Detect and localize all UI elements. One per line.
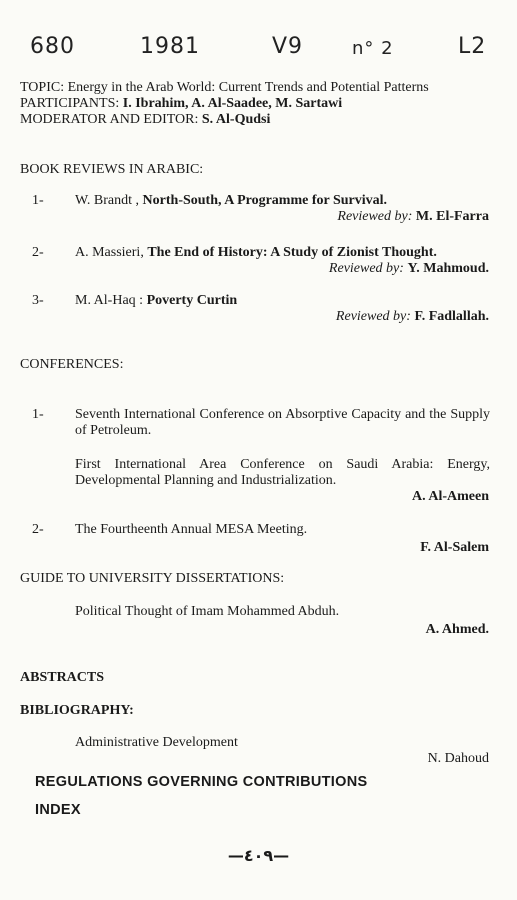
dissertations-heading: GUIDE TO UNIVERSITY DISSERTATIONS: <box>20 571 285 586</box>
moderator-label: MODERATOR AND EDITOR: <box>20 112 202 127</box>
reviewer-name: Y. Mahmoud. <box>407 261 489 276</box>
review-author: W. Brandt , <box>75 193 143 208</box>
conference-title: First International Area Conference on Saudi Arabia: Energy, Developmental Planning and Industrialization. <box>75 457 490 488</box>
book-reviews-heading: BOOK REVIEWS IN ARABIC: <box>20 162 204 177</box>
conference-author: F. Al-Salem <box>420 540 489 555</box>
item-number: 2- <box>32 245 44 260</box>
bibliography-heading: BIBLIOGRAPHY: <box>20 703 134 718</box>
dissertation-author: A. Ahmed. <box>425 622 489 637</box>
conference-title: Seventh International Conference on Absorptive Capacity and the Supply of Petroleum. <box>75 407 490 438</box>
participants-line <box>20 96 342 112</box>
page-number: —٤٠٩— <box>227 846 290 865</box>
reviewed-by-label: Reviewed by: <box>335 309 411 324</box>
conference-author: A. Al-Ameen <box>412 489 489 504</box>
regulations-heading: REGULATIONS GOVERNING CONTRIBUTIONS <box>35 774 368 790</box>
reviewer-name: F. Fadlallah. <box>414 309 489 324</box>
topic-line: TOPIC: Energy in the Arab World: Current Trends and Potential Patterns <box>20 80 429 95</box>
handwritten-note-5: L2 <box>458 34 487 59</box>
reviewed-by-label: Reviewed by: <box>337 209 413 224</box>
review-title: The End of History: A Study of Zionist Thought. <box>147 245 437 260</box>
review-entry <box>75 245 490 261</box>
handwritten-note-4: n° 2 <box>352 38 394 59</box>
participants-label: PARTICIPANTS: <box>20 96 123 111</box>
conferences-heading: CONFERENCES: <box>20 357 124 372</box>
conference-title: The Fourtheenth Annual MESA Meeting. <box>75 522 308 537</box>
participants-names: I. Ibrahim, A. Al-Saadee, M. Sartawi <box>122 96 343 111</box>
conference-item <box>0 407 517 447</box>
moderator-name: S. Al-Qudsi <box>201 112 271 127</box>
dissertation-title: Political Thought of Imam Mohammed Abduh. <box>75 604 340 619</box>
item-number: 1- <box>32 193 44 208</box>
handwritten-note-3: V9 <box>272 34 304 59</box>
reviewer-name: M. El-Farra <box>415 209 489 224</box>
review-author: A. Massieri, <box>75 245 148 260</box>
item-number: 3- <box>32 293 44 308</box>
item-number: 1- <box>32 407 44 422</box>
abstracts-heading: ABSTRACTS <box>20 670 105 685</box>
review-entry <box>75 293 490 309</box>
reviewed-by-label: Reviewed by: <box>328 261 404 276</box>
review-title: North-South, A Programme for Survival. <box>142 193 388 208</box>
bibliography-author: N. Dahoud <box>427 751 489 766</box>
review-title: Poverty Curtin <box>146 293 238 308</box>
moderator-line <box>20 112 270 128</box>
item-number: 2- <box>32 522 44 537</box>
bibliography-title: Administrative Development <box>75 735 238 750</box>
review-entry <box>75 193 490 209</box>
handwritten-note-2: 1981 <box>140 34 200 59</box>
index-heading: INDEX <box>35 802 81 818</box>
review-author: M. Al-Haq : <box>75 293 147 308</box>
handwritten-note-1: 680 <box>30 34 75 59</box>
